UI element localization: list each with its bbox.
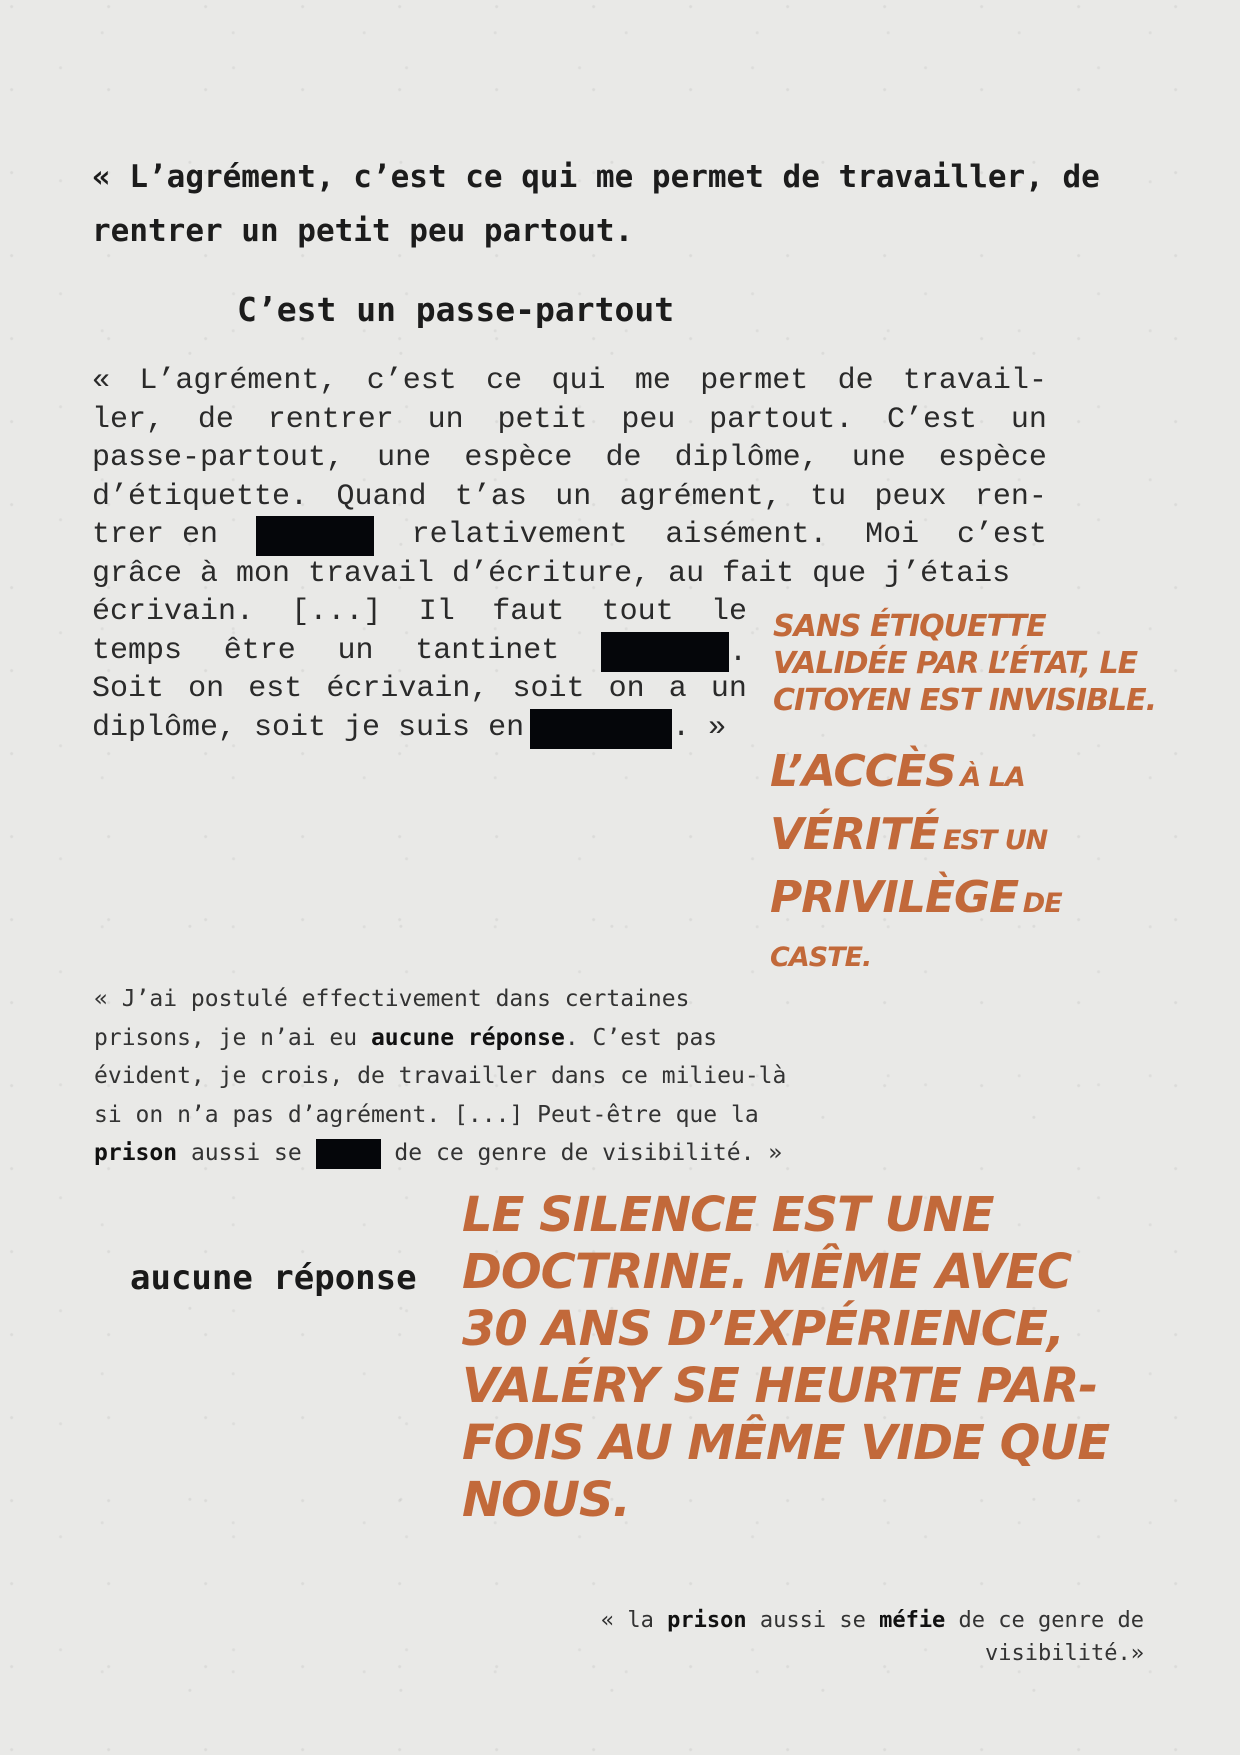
- quote-word: soit: [512, 672, 585, 706]
- quote-word: est: [248, 672, 303, 706]
- quote-line: [92, 439, 1047, 478]
- quote-word: le: [710, 595, 747, 629]
- quote-word: a: [668, 672, 687, 706]
- quote-word: ler,: [92, 402, 165, 437]
- interview-quote-prison: [94, 980, 854, 1173]
- quote-word: on: [188, 672, 225, 706]
- quote-fragment: être: [223, 633, 296, 668]
- callout-invisible-citizen: SANS ÉTIQUETTE VALIDÉE PAR L’ÉTAT, LE CITOYEN EST INVISIBLE.: [773, 609, 1157, 718]
- quote-fragment: . »: [672, 710, 727, 745]
- pull-quote: aucune réponse: [130, 1258, 417, 1298]
- quote-line: [92, 593, 747, 632]
- callout-word: L’ACCÈS: [770, 746, 956, 797]
- callout-word: À LA: [960, 762, 1025, 793]
- quote-word: C’est: [887, 402, 978, 437]
- redaction-bar: [530, 709, 672, 749]
- headline-quote: [92, 150, 1152, 258]
- quote-fragment: tantinet: [415, 633, 560, 668]
- quote-line: [92, 516, 1047, 555]
- quote-line: [94, 1019, 854, 1058]
- callout-line: 30 ANS D’EXPÉRIENCE,: [462, 1301, 1064, 1357]
- quote-word: L’agrément,: [139, 364, 338, 398]
- quote-fragment: trer en: [92, 518, 219, 552]
- quote-fragment: prisons, je n’ai eu: [94, 1024, 371, 1051]
- quote-word: Soit: [92, 672, 165, 706]
- quote-word: tout: [601, 595, 674, 629]
- quote-word: écrivain,: [326, 672, 489, 706]
- quote-fragment: « la: [600, 1608, 668, 1633]
- quote-line: si on n’a pas d’agrément. [...] Peut-être que la: [94, 1101, 759, 1128]
- quote-fragment: . C’est pas: [564, 1024, 718, 1051]
- quote-fragment: aussi se: [746, 1608, 880, 1633]
- quote-word: ren-: [974, 479, 1047, 514]
- quote-word: un: [1010, 402, 1047, 437]
- quote-word: écrivain.: [92, 595, 255, 629]
- quote-word: espèce: [464, 441, 573, 475]
- quote-line: [92, 401, 1047, 440]
- quote-emphasis: méfie: [879, 1608, 946, 1633]
- quote-fragment: de ce genre de: [945, 1608, 1144, 1633]
- quote-fragment: de ce genre de visibilité. »: [380, 1140, 783, 1166]
- headline-line: rentrer un petit peu partout.: [92, 213, 634, 249]
- quote-fragment: Moi: [865, 518, 920, 552]
- quote-word: espèce: [938, 441, 1047, 475]
- quote-fragment: temps: [92, 633, 183, 668]
- quote-fragment: aisément.: [665, 518, 828, 552]
- quote-line: [94, 1134, 854, 1173]
- callout-word: EST UN: [943, 825, 1048, 856]
- callout-line: VALÉRY SE HEURTE PAR-: [462, 1358, 1098, 1414]
- quote-word: [...]: [291, 595, 382, 629]
- quote-word: permet: [700, 364, 809, 398]
- quote-word: travail-: [902, 364, 1047, 398]
- quote-line: évident, je crois, de travailler dans ce milieu-là: [94, 1063, 787, 1089]
- quote-word: rentrer: [267, 402, 394, 437]
- quote-word: un: [555, 479, 592, 514]
- quote-fragment: c’est: [956, 518, 1047, 552]
- callout-line: LE SILENCE EST UNE: [462, 1187, 994, 1243]
- quote-word: d’étiquette.: [92, 479, 309, 514]
- quote-emphasis: aucune réponse: [370, 1024, 565, 1051]
- quote-word: un: [710, 672, 747, 706]
- quote-fragment: aussi se: [177, 1140, 316, 1166]
- quote-word: t’as: [454, 479, 527, 514]
- callout-word: DE: [1022, 888, 1062, 919]
- quote-line: [92, 632, 747, 671]
- quote-word: agrément,: [619, 479, 782, 514]
- quote-line: [92, 555, 1047, 594]
- quote-fragment: grâce à mon travail d’écriture, au fait que j’étais: [92, 556, 1011, 591]
- redaction-bar: [256, 516, 374, 556]
- quote-word: de: [605, 441, 642, 475]
- quote-word: de: [837, 364, 874, 398]
- callout-word: VÉRITÉ: [770, 809, 939, 860]
- callout-line: NOUS.: [462, 1472, 630, 1528]
- quote-emphasis: prison: [667, 1608, 747, 1633]
- quote-word: un: [427, 402, 464, 437]
- section-subheading: C’est un passe-partout: [237, 290, 675, 329]
- quote-word: Il: [418, 595, 455, 629]
- quote-word: ce: [486, 364, 523, 398]
- redaction-bar: [316, 1139, 381, 1169]
- quote-word: on: [608, 672, 645, 706]
- quote-fragment: .: [728, 635, 747, 670]
- quote-line: « J’ai postulé effectivement dans certaines: [94, 986, 690, 1012]
- quote-word: une: [851, 441, 906, 475]
- quote-word: Quand: [336, 479, 427, 514]
- headline-line: « L’agrément, c’est ce qui me permet de travailler, de: [92, 159, 1100, 195]
- quote-word: «: [92, 364, 111, 398]
- redaction-bar: [601, 632, 729, 672]
- quote-fragment: un: [337, 633, 374, 668]
- quote-word: peux: [874, 479, 947, 514]
- callout-word: CASTE.: [770, 942, 872, 973]
- callout-silence-doctrine: [462, 1187, 1142, 1529]
- quote-line: visibilité.»: [985, 1641, 1144, 1666]
- callout-word: PRIVILÈGE: [770, 872, 1019, 923]
- closing-quote: [560, 1604, 1144, 1670]
- quote-line: [92, 670, 747, 709]
- quote-word: peu: [621, 402, 676, 437]
- quote-word: petit: [497, 402, 588, 437]
- quote-word: passe-partout,: [92, 441, 345, 475]
- quote-fragment: [601, 632, 747, 671]
- quote-line: [92, 709, 747, 748]
- quote-word: de: [197, 402, 234, 437]
- quote-emphasis: prison: [94, 1140, 178, 1166]
- quote-line: [92, 362, 1047, 401]
- callout-caste-privilege: [770, 745, 1190, 988]
- quote-word: tu: [810, 479, 847, 514]
- callout-line: DOCTRINE. MÊME AVEC: [462, 1244, 1072, 1300]
- quote-word: une: [377, 441, 432, 475]
- quote-fragment: diplôme, soit je suis en: [92, 710, 525, 745]
- callout-line: FOIS AU MÊME VIDE QUE: [462, 1415, 1110, 1471]
- quote-word: c’est: [366, 364, 457, 398]
- quote-fragment: relativement: [411, 518, 628, 552]
- quote-word: faut: [492, 595, 565, 629]
- quote-word: me: [634, 364, 671, 398]
- quote-line: [92, 478, 1047, 517]
- quote-line: [560, 1604, 1144, 1637]
- quote-word: partout.: [709, 402, 854, 437]
- quote-word: diplôme,: [674, 441, 819, 475]
- quote-word: qui: [551, 364, 606, 398]
